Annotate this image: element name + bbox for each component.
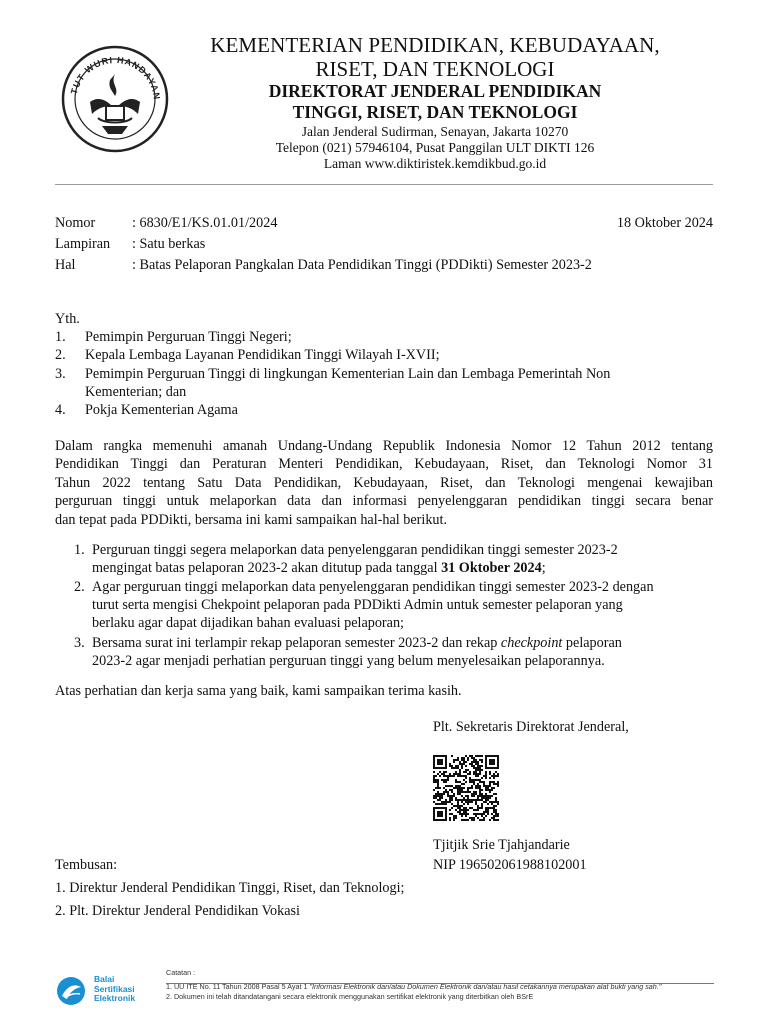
bsre-emblem-icon (56, 976, 86, 1006)
recipient-number: 4. (55, 402, 66, 418)
lampiran-label: Lampiran (55, 236, 111, 252)
recipient-item: Pemimpin Perguruan Tinggi Negeri; (85, 329, 292, 345)
hal-value: : Batas Pelaporan Pangkalan Data Pendidikan Tinggi (PDDikti) Semester 2023-2 (132, 257, 592, 273)
footnote-item: 2. Dokumen ini telah ditandatangani secara elektronik menggunakan sertifikat elektronik yang diterbitkan oleh BSrE (166, 992, 534, 1001)
intro-line: Pendidikan Tinggi dan Peraturan Menteri Pendidikan, Kebudayaan, Riset, dan Teknologi Nomor 31 (55, 456, 713, 473)
intro-line: dan tepat pada PDDikti, bersama ini kami sampaikan hal-hal berikut. (55, 511, 448, 528)
recipient-number: 3. (55, 366, 66, 382)
recipient-number: 2. (55, 347, 66, 363)
intro-line: perguruan tinggi untuk melaporkan data dan informasi penyelenggaran pendidikan tinggi secara benar (55, 493, 713, 510)
intro-paragraph (55, 437, 713, 529)
salutation: Yth. (55, 311, 80, 327)
point-number: 3. (74, 635, 85, 651)
deadline-date: 31 Oktober 2024 (441, 560, 542, 576)
point-text (92, 634, 622, 652)
tut-wuri-handayani-logo (60, 44, 170, 154)
website: Laman www.diktiristek.kemdikbud.go.id (323, 156, 547, 171)
recipient-item: Kepala Lembaga Layanan Pendidikan Tinggi Wilayah I-XVII; (85, 347, 440, 363)
checkpoint-term: checkpoint (500, 635, 563, 651)
header-divider (55, 184, 713, 185)
signatory-position: Plt. Sekretaris Direktorat Jenderal, (433, 719, 629, 735)
bsre-text-line: Elektronik (94, 993, 136, 1003)
point-text-segment: mengingat batas pelaporan 2023-2 akan ditutup pada tanggal (92, 560, 442, 576)
nomor-label: Nomor (55, 215, 96, 231)
point-text-segment: Bersama surat ini terlampir rekap pelaporan semester 2023-2 dan rekap (92, 635, 501, 651)
footnote-segment: 1. UU ITE No. 11 Tahun 2008 Pasal 5 Ayat 1 (166, 982, 310, 991)
ministry-name-line1: KEMENTERIAN PENDIDIKAN, KEBUDAYAAN, (210, 33, 660, 57)
point-text: turut serta mengisi Chekpoint pelaporan pada PDDikti Admin untuk semester pelaporan yang (92, 597, 623, 613)
bsre-text-line: Balai (94, 974, 115, 984)
point-text-segment: pelaporan (562, 635, 622, 651)
svg-text:TUT WURI HANDAYANI: TUT WURI HANDAYAN (68, 54, 163, 101)
phone: Telepon (021) 57946104, Pusat Panggilan ULT DIKTI 126 (275, 140, 595, 155)
nomor-value: : 6830/E1/KS.01.01/2024 (132, 215, 278, 231)
letter-date: 18 Oktober 2024 (616, 215, 713, 231)
cc-item: 2. Plt. Direktur Jenderal Pendidikan Vokasi (55, 903, 300, 919)
footnote-quote: "Informasi Elektronik dan/atau Dokumen Elektronik dan/atau hasil cetakannya merupakan alat bukti yang sah." (309, 982, 662, 991)
directorate-name-line1: DIREKTORAT JENDERAL PENDIDIKAN (268, 81, 602, 101)
point-text-segment: ; (541, 560, 546, 576)
address: Jalan Jenderal Sudirman, Senayan, Jakarta 10270 (301, 124, 569, 139)
recipient-item-continued: Kementerian; dan (85, 384, 187, 400)
signatory-nip: NIP 196502061988102001 (433, 857, 587, 873)
directorate-name-line2: TINGGI, RISET, DAN TEKNOLOGI (292, 102, 578, 122)
bsre-text-line: Sertifikasi (94, 983, 135, 994)
ministry-name-line2: RISET, DAN TEKNOLOGI (315, 57, 555, 81)
closing-sentence: Atas perhatian dan kerja sama yang baik, kami sampaikan terima kasih. (55, 683, 462, 699)
intro-line: Dalam rangka memenuhi amanah Undang-Undang Republik Indonesia Nomor 12 Tahun 2012 tentang (55, 438, 713, 454)
recipient-item: Pokja Kementerian Agama (85, 402, 238, 418)
point-number: 1. (74, 542, 85, 558)
cc-item: 1. Direktur Jenderal Pendidikan Tinggi, Riset, dan Teknologi; (55, 880, 405, 896)
point-text: 2023-2 agar menjadi perhatian perguruan tinggi yang belum menyelesaikan pelaporannya. (92, 653, 605, 669)
point-text: Agar perguruan tinggi melaporkan data penyelenggaran pendidikan tinggi semester 2023-2 dengan (92, 579, 654, 595)
cc-label: Tembusan: (55, 857, 118, 873)
point-text: berlaku agar dapat dijadikan bahan evaluasi pelaporan; (92, 615, 404, 631)
qr-code-icon (433, 755, 499, 821)
intro-line: Tahun 2022 tentang Satu Data Pendidikan, Kebudayaan, Riset, dan Teknologi mengenai kewajiban (55, 474, 713, 491)
recipient-item: Pemimpin Perguruan Tinggi di lingkungan Kementerian Lain dan Lembaga Pemerintah Non (85, 366, 611, 382)
recipient-number: 1. (55, 329, 66, 345)
footnote-label: Catatan : (166, 968, 196, 977)
signatory-name: Tjitjik Srie Tjahjandarie (433, 837, 570, 853)
point-text: Perguruan tinggi segera melaporkan data penyelenggaran pendidikan tinggi semester 2023-2 (92, 542, 618, 558)
point-text (92, 559, 546, 577)
lampiran-value: : Satu berkas (132, 236, 206, 252)
footnote-block (166, 968, 714, 1002)
footnote-divider (166, 983, 714, 984)
point-number: 2. (74, 579, 85, 595)
hal-label: Hal (55, 257, 76, 273)
